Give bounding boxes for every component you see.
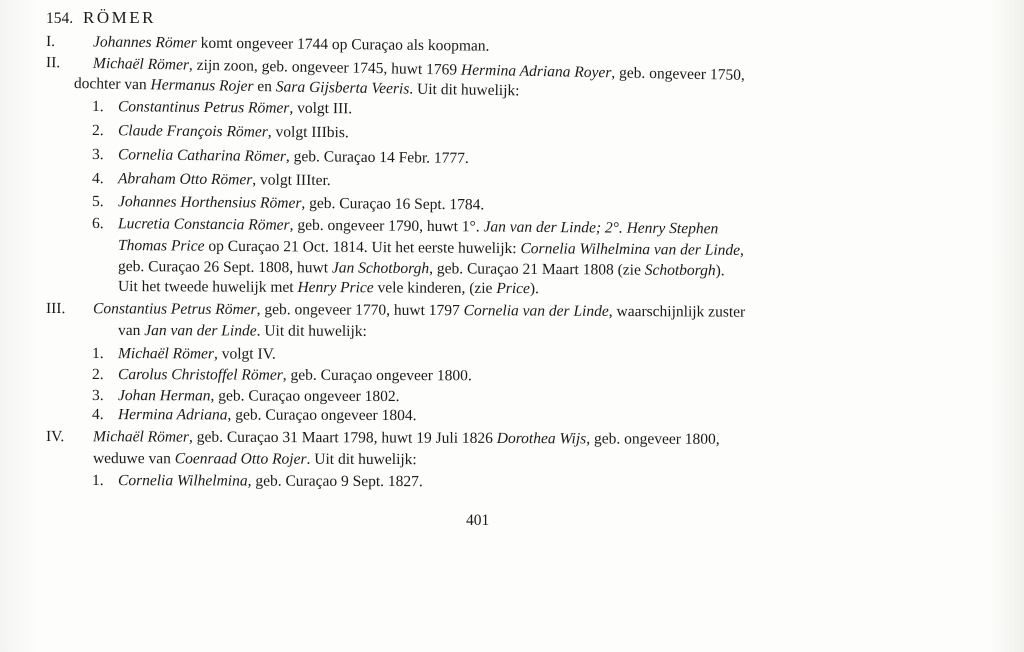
page-number: 401 [466, 512, 490, 529]
entry-text: . Uit dit huwelijk: [409, 80, 520, 100]
child-number: 1. [91, 345, 104, 363]
child-number: 2. [91, 122, 104, 140]
child-text: op Curaçao 21 Oct. 1814. Uit het eerste huwelijk: [204, 237, 521, 258]
family-name: RÖMER [83, 8, 156, 27]
child-number: 4. [91, 406, 104, 424]
entry-text: . Uit dit huwelijk: [306, 450, 417, 469]
child-text: , geb. ongeveer 1790, huwt 1°. [289, 216, 484, 236]
cross-reference: Price [496, 279, 530, 298]
child-text: , geb. Curaçao 21 Maart 1808 (zie [429, 260, 645, 279]
child-name: Michaël Römer [117, 345, 215, 363]
child-name: Carolus Christoffel Römer [117, 366, 283, 384]
child-text: , geb. Curaçao ongeveer 1802. [210, 387, 400, 406]
entry-text: , geb. ongeveer 1750, [611, 64, 745, 84]
generation-III [46, 300, 745, 322]
entry-number: 154. [46, 10, 74, 27]
generation-IV [46, 428, 720, 449]
child-number: 1. [91, 98, 104, 116]
child-name: Abraham Otto Römer [117, 170, 253, 189]
child-text: , volgt IV. [213, 345, 276, 363]
child-text: vele kinderen, (zie [373, 279, 497, 297]
list-item [92, 146, 469, 168]
list-item-continuation [118, 258, 725, 280]
child-text: , volgt IIIter. [252, 171, 331, 190]
child-text: , volgt IIIbis. [267, 123, 349, 142]
list-item-continuation [118, 237, 744, 260]
child-text: , [739, 241, 745, 259]
entry-text: . Uit dit huwelijk: [256, 322, 367, 340]
person-name: Johannes Römer [92, 33, 197, 52]
entry-text: van [117, 322, 145, 340]
child-number: 1. [91, 472, 104, 490]
entry-text: dochter van [73, 75, 151, 94]
child-text: , geb. Curaçao 9 Sept. 1827. [247, 472, 423, 491]
child-text: ). [715, 262, 725, 280]
child-text: geb. Curaçao 26 Sept. 1808, huwt [117, 258, 333, 277]
father-name: Hermanus Rojer [150, 76, 254, 95]
generation-III-line2 [118, 322, 367, 341]
child-number: 5. [91, 193, 104, 211]
list-item [92, 387, 400, 406]
child-name: Constantinus Petrus Römer [117, 98, 290, 117]
child-text: Uit het tweede huwelijk met [117, 278, 298, 296]
spouse-name: Jan Schotborgh [331, 259, 430, 278]
entry-heading [46, 9, 156, 28]
person-name: Michaël Römer [92, 54, 190, 74]
child-text: , volgt III. [289, 99, 353, 118]
spouse-name: Henry Price [297, 278, 374, 297]
child-number: 2. [91, 366, 104, 384]
entry-text: komt ongeveer 1744 op Curaçao als koopman. [196, 34, 490, 55]
spouse-names: Jan van der Linde; 2°. Henry Stephen [483, 218, 719, 238]
generation-IV-line2 [93, 450, 417, 469]
entry-text: , geb. ongeveer 1800, [586, 430, 720, 448]
child-name: Johannes Horthensius Römer [117, 193, 302, 212]
child-text: ). [529, 280, 540, 298]
list-item [92, 193, 485, 214]
spouse-name: Cornelia van der Linde [463, 302, 609, 320]
child-number: 3. [91, 146, 104, 164]
child-name: Cornelia Wilhelmina [117, 472, 248, 490]
entry-text: en [253, 77, 277, 96]
child-number: 3. [91, 387, 104, 405]
child-name: Claude François Römer [117, 122, 268, 141]
generation-numeral: IV. [45, 428, 65, 446]
person-name: Coenraad Otto Rojer [174, 450, 307, 468]
list-item [92, 472, 423, 491]
list-item [92, 170, 331, 190]
child-text: , geb. Curaçao ongeveer 1800. [282, 366, 472, 385]
generation-numeral: II. [45, 54, 61, 72]
child-text: , geb. Curaçao 16 Sept. 1784. [301, 194, 485, 214]
list-item [92, 406, 417, 425]
child-name: Cornelia Catharina Römer [117, 146, 287, 166]
entry-text: , geb. ongeveer 1770, huwt 1797 [256, 301, 464, 320]
child-name: Hermina Adriana [117, 406, 228, 424]
child-name: Johan Herman [117, 387, 211, 405]
spouse-name: Dorothea Wijs [496, 429, 587, 448]
list-item [92, 366, 472, 385]
spouse-name: Thomas Price [117, 237, 205, 255]
list-item [92, 345, 276, 364]
entry-text: , geb. Curaçao 31 Maart 1798, huwt 19 Juli 1826 [188, 428, 497, 447]
entry-text: , waarschijnlijk zuster [608, 302, 746, 321]
list-item-continuation [118, 278, 539, 298]
entry-text: weduwe van [92, 450, 175, 468]
child-number: 4. [91, 170, 104, 188]
person-name: Jan van der Linde [144, 322, 257, 340]
child-text: , geb. Curaçao ongeveer 1804. [227, 406, 417, 425]
person-name: Constantius Petrus Römer [92, 300, 257, 319]
list-item [92, 215, 718, 238]
spouse-name: Hermina Adriana Royer [460, 61, 612, 82]
generation-numeral: I. [45, 33, 56, 51]
child-name: Lucretia Constancia Römer [117, 215, 290, 234]
child-number: 6. [91, 215, 104, 233]
list-item [92, 98, 352, 118]
generation-numeral: III. [45, 300, 66, 318]
grandchild-name: Cornelia Wilhelmina van der Linde [520, 240, 741, 259]
mother-name: Sara Gijsberta Veeris [275, 78, 410, 98]
generation-I [46, 33, 490, 56]
list-item [92, 122, 349, 142]
child-text: , geb. Curaçao 14 Febr. 1777. [285, 148, 469, 167]
person-name: Michaël Römer [92, 428, 190, 446]
cross-reference: Schotborgh [644, 261, 716, 280]
entry-text: , zijn zoon, geb. ongeveer 1745, huwt 1769 [188, 56, 462, 79]
